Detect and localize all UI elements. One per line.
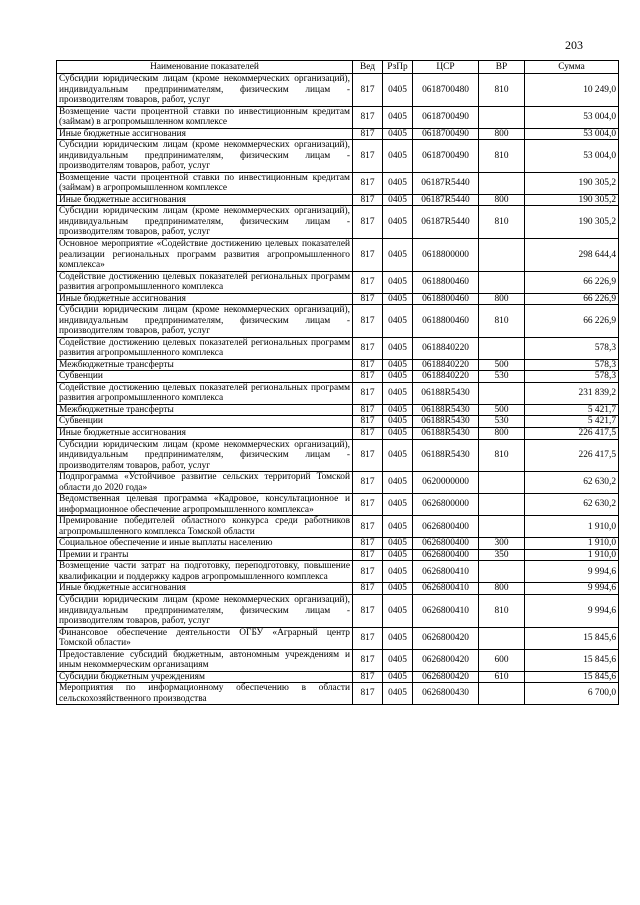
- cell-sum: 190 305,2: [525, 194, 619, 206]
- table-header-row: [57, 61, 619, 74]
- cell-rzpr: 0405: [383, 416, 413, 428]
- cell-csr: 0626800430: [413, 683, 479, 705]
- cell-csr: 0626800410: [413, 594, 479, 627]
- cell-ved: 817: [353, 293, 383, 305]
- table-row: [57, 404, 619, 416]
- cell-ved: 817: [353, 594, 383, 627]
- cell-ved: 817: [353, 128, 383, 140]
- cell-sum: 66 226,9: [525, 305, 619, 338]
- table-row: [57, 627, 619, 649]
- cell-ved: 817: [353, 382, 383, 404]
- cell-rzpr: 0405: [383, 594, 413, 627]
- header-rzpr: РзПр: [383, 61, 413, 74]
- cell-rzpr: 0405: [383, 472, 413, 494]
- cell-csr: 06187R5440: [413, 206, 479, 239]
- cell-name: Премии и гранты: [57, 549, 353, 561]
- cell-sum: 190 305,2: [525, 206, 619, 239]
- cell-ved: 817: [353, 359, 383, 371]
- cell-sum: 5 421,7: [525, 416, 619, 428]
- cell-rzpr: 0405: [383, 305, 413, 338]
- cell-sum: 66 226,9: [525, 271, 619, 293]
- cell-rzpr: 0405: [383, 74, 413, 107]
- cell-csr: 0618700490: [413, 140, 479, 173]
- cell-csr: 06188R5430: [413, 416, 479, 428]
- cell-rzpr: 0405: [383, 683, 413, 705]
- cell-ved: 817: [353, 561, 383, 583]
- cell-sum: 578,3: [525, 337, 619, 359]
- cell-rzpr: 0405: [383, 538, 413, 550]
- cell-name: Мероприятия по информационному обеспечению в области сельскохозяйственного производства: [57, 683, 353, 705]
- cell-vr: [479, 337, 525, 359]
- cell-name: Субсидии юридическим лицам (кроме некоммерческих организаций), индивидуальным предпринимателям, физическим лицам - производителям товаров, работ, услуг: [57, 206, 353, 239]
- cell-rzpr: 0405: [383, 583, 413, 595]
- cell-sum: 15 845,6: [525, 649, 619, 671]
- cell-rzpr: 0405: [383, 428, 413, 440]
- cell-name: Субсидии бюджетным учреждениям: [57, 671, 353, 683]
- page-number: 203: [565, 38, 583, 52]
- table-row: [57, 494, 619, 516]
- cell-vr: 800: [479, 583, 525, 595]
- table-row: [57, 140, 619, 173]
- cell-ved: 817: [353, 106, 383, 128]
- cell-csr: 0626800410: [413, 561, 479, 583]
- cell-csr: 0618700490: [413, 106, 479, 128]
- cell-csr: 0618840220: [413, 371, 479, 383]
- cell-ved: 817: [353, 416, 383, 428]
- cell-name: Возмещение части процентной ставки по инвестиционным кредитам (займам) в агропромышленном комплексе: [57, 172, 353, 194]
- cell-ved: 817: [353, 74, 383, 107]
- cell-csr: 0626800400: [413, 538, 479, 550]
- cell-rzpr: 0405: [383, 382, 413, 404]
- cell-ved: 817: [353, 538, 383, 550]
- cell-csr: 0626800410: [413, 583, 479, 595]
- cell-rzpr: 0405: [383, 271, 413, 293]
- cell-rzpr: 0405: [383, 627, 413, 649]
- table-row: [57, 516, 619, 538]
- table-row: [57, 439, 619, 472]
- cell-rzpr: 0405: [383, 371, 413, 383]
- cell-rzpr: 0405: [383, 140, 413, 173]
- cell-name: Иные бюджетные ассигнования: [57, 428, 353, 440]
- cell-ved: 817: [353, 649, 383, 671]
- cell-csr: 0618800460: [413, 305, 479, 338]
- cell-vr: 600: [479, 649, 525, 671]
- cell-csr: 06187R5440: [413, 172, 479, 194]
- cell-name: Субсидии юридическим лицам (кроме некоммерческих организаций), индивидуальным предпринимателям, физическим лицам - производителям товаров, работ, услуг: [57, 305, 353, 338]
- cell-sum: 226 417,5: [525, 439, 619, 472]
- cell-name: Подпрограмма «Устойчивое развитие сельских территорий Томской области до 2020 года»: [57, 472, 353, 494]
- cell-name: Иные бюджетные ассигнования: [57, 583, 353, 595]
- cell-name: Предоставление субсидий бюджетным, автономным учреждениям и иным некоммерческим организациям: [57, 649, 353, 671]
- cell-vr: [479, 683, 525, 705]
- cell-ved: 817: [353, 140, 383, 173]
- cell-ved: 817: [353, 516, 383, 538]
- cell-vr: 810: [479, 305, 525, 338]
- cell-csr: 0618840220: [413, 337, 479, 359]
- cell-csr: 0626800420: [413, 649, 479, 671]
- cell-ved: 817: [353, 671, 383, 683]
- cell-sum: 66 226,9: [525, 293, 619, 305]
- table-row: [57, 206, 619, 239]
- cell-vr: [479, 382, 525, 404]
- cell-name: Субсидии юридическим лицам (кроме некоммерческих организаций), индивидуальным предпринимателям, физическим лицам - производителям товаров, работ, услуг: [57, 594, 353, 627]
- cell-name: Возмещение части затрат на подготовку, переподготовку, повышение квалификации и поддержку кадров агропромышленного комплекса: [57, 561, 353, 583]
- cell-vr: 530: [479, 416, 525, 428]
- table-row: [57, 416, 619, 428]
- cell-sum: 190 305,2: [525, 172, 619, 194]
- cell-sum: 62 630,2: [525, 472, 619, 494]
- cell-name: Премирование победителей областного конкурса среди работников агропромышленного комплекса Томской области: [57, 516, 353, 538]
- cell-rzpr: 0405: [383, 359, 413, 371]
- cell-rzpr: 0405: [383, 293, 413, 305]
- table-row: [57, 549, 619, 561]
- cell-sum: 10 249,0: [525, 74, 619, 107]
- cell-sum: 15 845,6: [525, 627, 619, 649]
- cell-csr: 0618700480: [413, 74, 479, 107]
- table-row: [57, 271, 619, 293]
- cell-name: Ведомственная целевая программа «Кадровое, консультационное и информационное обеспечение агропромышленного комплекса»: [57, 494, 353, 516]
- cell-vr: 300: [479, 538, 525, 550]
- cell-ved: 817: [353, 371, 383, 383]
- cell-sum: 9 994,6: [525, 583, 619, 595]
- cell-ved: 817: [353, 583, 383, 595]
- cell-ved: 817: [353, 494, 383, 516]
- cell-vr: 800: [479, 428, 525, 440]
- header-ved: Вед: [353, 61, 383, 74]
- cell-sum: 9 994,6: [525, 561, 619, 583]
- header-vr: ВР: [479, 61, 525, 74]
- cell-rzpr: 0405: [383, 671, 413, 683]
- cell-name: Межбюджетные трансферты: [57, 359, 353, 371]
- table-row: [57, 594, 619, 627]
- cell-sum: 578,3: [525, 371, 619, 383]
- table-row: [57, 106, 619, 128]
- table-row: [57, 293, 619, 305]
- cell-name: Межбюджетные трансферты: [57, 404, 353, 416]
- cell-vr: [479, 106, 525, 128]
- cell-vr: 610: [479, 671, 525, 683]
- cell-vr: [479, 472, 525, 494]
- cell-rzpr: 0405: [383, 128, 413, 140]
- cell-ved: 817: [353, 337, 383, 359]
- cell-rzpr: 0405: [383, 561, 413, 583]
- cell-ved: 817: [353, 172, 383, 194]
- cell-sum: 53 004,0: [525, 140, 619, 173]
- table-row: [57, 238, 619, 271]
- cell-sum: 6 700,0: [525, 683, 619, 705]
- cell-vr: [479, 627, 525, 649]
- header-sum: Сумма: [525, 61, 619, 74]
- cell-rzpr: 0405: [383, 206, 413, 239]
- cell-vr: 500: [479, 359, 525, 371]
- cell-csr: 0626800400: [413, 549, 479, 561]
- cell-name: Субсидии юридическим лицам (кроме некоммерческих организаций), индивидуальным предпринимателям, физическим лицам - производителям товаров, работ, услуг: [57, 74, 353, 107]
- cell-rzpr: 0405: [383, 649, 413, 671]
- cell-vr: 810: [479, 74, 525, 107]
- cell-ved: 817: [353, 206, 383, 239]
- cell-sum: 1 910,0: [525, 549, 619, 561]
- cell-sum: 62 630,2: [525, 494, 619, 516]
- cell-ved: 817: [353, 404, 383, 416]
- table-row: [57, 128, 619, 140]
- table-row: [57, 538, 619, 550]
- cell-name: Основное мероприятие «Содействие достижению целевых показателей реализации региональных программ развития агропромышленного комплекса»: [57, 238, 353, 271]
- cell-name: Содействие достижению целевых показателей региональных программ развития агропромышленного комплекса: [57, 271, 353, 293]
- table-row: [57, 649, 619, 671]
- cell-csr: 0618700490: [413, 128, 479, 140]
- cell-ved: 817: [353, 627, 383, 649]
- cell-name: Субвенции: [57, 416, 353, 428]
- cell-name: Финансовое обеспечение деятельности ОГБУ «Аграрный центр Томской области»: [57, 627, 353, 649]
- cell-csr: 06188R5430: [413, 439, 479, 472]
- table-row: [57, 359, 619, 371]
- table-row: [57, 428, 619, 440]
- cell-sum: 5 421,7: [525, 404, 619, 416]
- cell-rzpr: 0405: [383, 194, 413, 206]
- budget-table: [56, 60, 619, 705]
- cell-vr: 810: [479, 206, 525, 239]
- cell-csr: 0618800000: [413, 238, 479, 271]
- cell-name: Иные бюджетные ассигнования: [57, 194, 353, 206]
- cell-name: Содействие достижению целевых показателей региональных программ развития агропромышленного комплекса: [57, 337, 353, 359]
- cell-ved: 817: [353, 271, 383, 293]
- cell-sum: 9 994,6: [525, 594, 619, 627]
- cell-ved: 817: [353, 238, 383, 271]
- cell-vr: [479, 494, 525, 516]
- table-row: [57, 194, 619, 206]
- cell-vr: 800: [479, 194, 525, 206]
- table-row: [57, 74, 619, 107]
- cell-csr: 0618800460: [413, 293, 479, 305]
- table-row: [57, 683, 619, 705]
- cell-vr: [479, 561, 525, 583]
- cell-ved: 817: [353, 439, 383, 472]
- cell-sum: 226 417,5: [525, 428, 619, 440]
- cell-ved: 817: [353, 472, 383, 494]
- cell-ved: 817: [353, 305, 383, 338]
- cell-rzpr: 0405: [383, 439, 413, 472]
- table-row: [57, 561, 619, 583]
- table-row: [57, 671, 619, 683]
- cell-vr: [479, 271, 525, 293]
- cell-name: Содействие достижению целевых показателей региональных программ развития агропромышленного комплекса: [57, 382, 353, 404]
- cell-sum: 53 004,0: [525, 128, 619, 140]
- cell-name: Иные бюджетные ассигнования: [57, 293, 353, 305]
- cell-name: Возмещение части процентной ставки по инвестиционным кредитам (займам) в агропромышленном комплексе: [57, 106, 353, 128]
- table-row: [57, 172, 619, 194]
- cell-rzpr: 0405: [383, 516, 413, 538]
- cell-vr: [479, 238, 525, 271]
- header-csr: ЦСР: [413, 61, 479, 74]
- table-row: [57, 371, 619, 383]
- cell-csr: 06188R5430: [413, 428, 479, 440]
- cell-name: Субвенции: [57, 371, 353, 383]
- cell-rzpr: 0405: [383, 238, 413, 271]
- cell-csr: 0626800400: [413, 516, 479, 538]
- cell-sum: 298 644,4: [525, 238, 619, 271]
- cell-csr: 0618800460: [413, 271, 479, 293]
- cell-rzpr: 0405: [383, 404, 413, 416]
- cell-csr: 0620000000: [413, 472, 479, 494]
- table-row: [57, 583, 619, 595]
- cell-csr: 06188R5430: [413, 382, 479, 404]
- cell-sum: 231 839,2: [525, 382, 619, 404]
- cell-csr: 06187R5440: [413, 194, 479, 206]
- cell-name: Иные бюджетные ассигнования: [57, 128, 353, 140]
- cell-vr: [479, 516, 525, 538]
- cell-csr: 0626800420: [413, 627, 479, 649]
- cell-vr: [479, 172, 525, 194]
- table-row: [57, 472, 619, 494]
- table-row: [57, 305, 619, 338]
- cell-name: Субсидии юридическим лицам (кроме некоммерческих организаций), индивидуальным предпринимателям, физическим лицам - производителям товаров, работ, услуг: [57, 439, 353, 472]
- cell-vr: 810: [479, 439, 525, 472]
- cell-vr: 810: [479, 594, 525, 627]
- header-name: Наименование показателей: [57, 61, 353, 74]
- cell-csr: 0626800420: [413, 671, 479, 683]
- cell-csr: 0626800000: [413, 494, 479, 516]
- cell-vr: 800: [479, 128, 525, 140]
- cell-sum: 53 004,0: [525, 106, 619, 128]
- cell-ved: 817: [353, 428, 383, 440]
- cell-csr: 0618840220: [413, 359, 479, 371]
- cell-vr: 800: [479, 293, 525, 305]
- cell-rzpr: 0405: [383, 337, 413, 359]
- cell-ved: 817: [353, 194, 383, 206]
- cell-vr: 530: [479, 371, 525, 383]
- cell-sum: 1 910,0: [525, 538, 619, 550]
- cell-rzpr: 0405: [383, 494, 413, 516]
- table-row: [57, 382, 619, 404]
- cell-rzpr: 0405: [383, 106, 413, 128]
- cell-sum: 578,3: [525, 359, 619, 371]
- cell-sum: 15 845,6: [525, 671, 619, 683]
- cell-vr: 350: [479, 549, 525, 561]
- cell-vr: 500: [479, 404, 525, 416]
- table-row: [57, 337, 619, 359]
- cell-rzpr: 0405: [383, 172, 413, 194]
- cell-rzpr: 0405: [383, 549, 413, 561]
- cell-name: Социальное обеспечение и иные выплаты населению: [57, 538, 353, 550]
- cell-csr: 06188R5430: [413, 404, 479, 416]
- cell-ved: 817: [353, 683, 383, 705]
- cell-vr: 810: [479, 140, 525, 173]
- cell-ved: 817: [353, 549, 383, 561]
- cell-name: Субсидии юридическим лицам (кроме некоммерческих организаций), индивидуальным предпринимателям, физическим лицам - производителям товаров, работ, услуг: [57, 140, 353, 173]
- cell-sum: 1 910,0: [525, 516, 619, 538]
